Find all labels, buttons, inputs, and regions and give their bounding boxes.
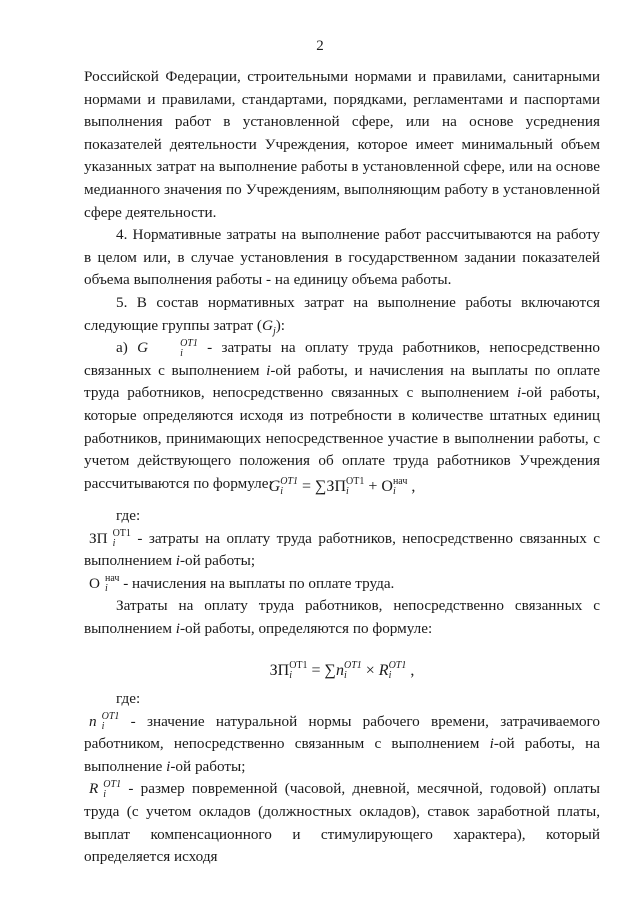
paragraph-5: [84, 292, 600, 337]
formula-1-end: ,: [407, 478, 416, 495]
formula-2-end: ,: [406, 662, 415, 679]
item-a: [84, 337, 600, 498]
formula-1-lhs-sup: OT1: [280, 476, 298, 488]
where-1: где:: [116, 507, 141, 524]
def-r-symbol: R: [89, 780, 99, 798]
formula-2: [84, 660, 600, 682]
formula-1-t2-sup: нач: [392, 476, 408, 488]
formula-2-t2-sup: OT1: [343, 660, 362, 672]
formula-2-times: ×: [361, 662, 379, 679]
item-a-i2: i: [517, 384, 522, 402]
item-a-text-2: -ой работы, и начисления на выплаты по оплате труда работников, непосредственно связанных с выполнением: [84, 361, 600, 402]
formula-2-t2-indices: [344, 661, 362, 681]
item-a-sup: OT1: [180, 337, 198, 349]
item-a-sub: i: [180, 347, 183, 359]
def-r-sub: i: [103, 788, 107, 800]
formula-2-t2-sub: i: [343, 670, 347, 682]
def-r-text: - размер повременной (часовой, дневной, месячной, годовой) оплаты труда (с учетом окладов (должностных окладов), ставок заработной платы, выплат компенсационного и стимулирующего характера), который определяется исходя: [84, 780, 600, 866]
item-a-text-3: -ой работы, которые определяются исходя из потребности в количестве штатных единиц работников, принимающих непосредственное участие в выполнении работы, с учетом действующего положения об оплате труда работников Учреждения рассчитываются по формуле:: [84, 384, 600, 492]
def-zp-i: i: [175, 552, 180, 570]
def-zp-sub: i: [112, 538, 116, 550]
formula-2-t3-sup: OT1: [388, 660, 407, 672]
definition-r: [84, 778, 600, 868]
formula-1-lhs: G: [268, 478, 281, 495]
paragraph-costs: [84, 595, 600, 640]
definition-zp: [84, 528, 600, 573]
formula-2-t3: R: [378, 662, 389, 679]
formula-1-lhs-sub: i: [280, 486, 283, 498]
formula-2-t3-indices: [389, 661, 407, 681]
formula-1-t2-indices: [393, 477, 407, 497]
formula-2-t1: ЗП: [269, 662, 290, 679]
def-zp-text-1: - затраты на оплату труда работников, непосредственно связанных с выполнением: [84, 529, 600, 570]
formula-1-t2: О: [381, 478, 393, 495]
formula-1: [84, 476, 600, 498]
def-r-sup: OT1: [103, 778, 122, 790]
paragraph-costs-2: -ой работы, определяются по формуле:: [179, 619, 433, 637]
item-a-indices: [148, 339, 198, 359]
def-o-symbol: О: [89, 574, 100, 592]
formula-1-t1-sub: i: [346, 486, 349, 498]
paragraph-4: 4. Нормативные затраты на выполнение работ рассчитываются на работу в целом или, в случае установления в государственном задании показателей объема выполнения работы - на единицу объема работы.: [84, 226, 600, 289]
var-g-sub: j: [272, 325, 276, 337]
formula-2-t1-indices: [289, 661, 307, 681]
formula-2-eq: = ∑: [307, 662, 336, 679]
where-2: где:: [116, 690, 141, 707]
definition-n: [84, 711, 600, 779]
item-a-symbol: G: [137, 339, 149, 357]
def-n-sup: OT1: [101, 711, 120, 723]
def-n-text-1: - значение натуральной нормы рабочего времени, затрачиваемого работником, непосредственно связанным с выполнением: [84, 712, 600, 753]
def-n-i: i: [489, 735, 494, 753]
formula-2-t1-sub: i: [289, 670, 292, 682]
def-n-i2: i: [166, 757, 171, 775]
paragraph-costs-1: Затраты на оплату труда работников, непосредственно связанных с выполнением: [84, 597, 600, 637]
page-number: 2: [316, 38, 324, 54]
def-n-indices: [97, 712, 120, 732]
paragraph-costs-i: i: [175, 619, 180, 637]
formula-1-eq: = ∑: [297, 478, 327, 495]
def-zp-sup: ОТ1: [112, 528, 131, 540]
item-a-prefix: а): [116, 339, 138, 357]
formula-2-t3-sub: i: [388, 670, 392, 682]
formula-1-t1-indices: [346, 477, 364, 497]
def-n-text-2: -ой работы, на выполнение: [84, 735, 600, 775]
definition-o: [84, 573, 600, 596]
def-zp-indices: [108, 529, 131, 549]
text-block-top: [84, 66, 600, 498]
paragraph-5-suffix: ):: [275, 316, 285, 334]
paragraph-continuation: Российской Федерации, строительными нормами и правилами, санитарными нормами и правилами, стандартами, порядками, регламентами и паспортами выполнения работ в установленной сфере, или на основе усреднения показателей деятельности Учреждения, которое имеет минимальный объем указанных затрат на выполнение работы в установленной сфере, или на основе медианного значения по Учреждениям, выполняющим работу в установленной сфере деятельности.: [84, 68, 600, 221]
formula-1-t1-sup: ОТ1: [346, 476, 365, 488]
def-o-indices: [100, 574, 119, 594]
def-r-indices: [98, 780, 121, 800]
formula-1-t2-sub: i: [392, 486, 396, 498]
var-g: G: [261, 316, 273, 334]
item-a-text-1: - затраты на оплату труда работников, непосредственно связанных с выполнением: [84, 339, 600, 379]
def-n-text-3: -ой работы;: [170, 757, 246, 775]
def-zp-symbol: ЗП: [89, 529, 108, 547]
formula-2-t1-sup: ОТ1: [289, 660, 308, 672]
text-block-middle: [84, 505, 600, 641]
text-block-bottom: [84, 688, 600, 869]
formula-1-plus: +: [364, 478, 382, 495]
def-o-sup: нач: [104, 573, 120, 585]
def-o-sub: i: [104, 583, 108, 595]
paragraph-5-prefix: 5. В состав нормативных затрат на выполнение работы включаются следующие группы затрат (: [84, 293, 600, 334]
formula-2-t2: n: [335, 662, 344, 679]
def-o-text: - начисления на выплаты по оплате труда.: [119, 574, 395, 592]
formula-1-t1: ЗП: [326, 478, 346, 495]
def-n-symbol: n: [89, 712, 97, 730]
def-n-sub: i: [101, 721, 105, 733]
def-zp-text-2: -ой работы;: [179, 552, 256, 570]
formula-1-lhs-indices: [280, 477, 298, 497]
item-a-i1: i: [266, 361, 271, 379]
